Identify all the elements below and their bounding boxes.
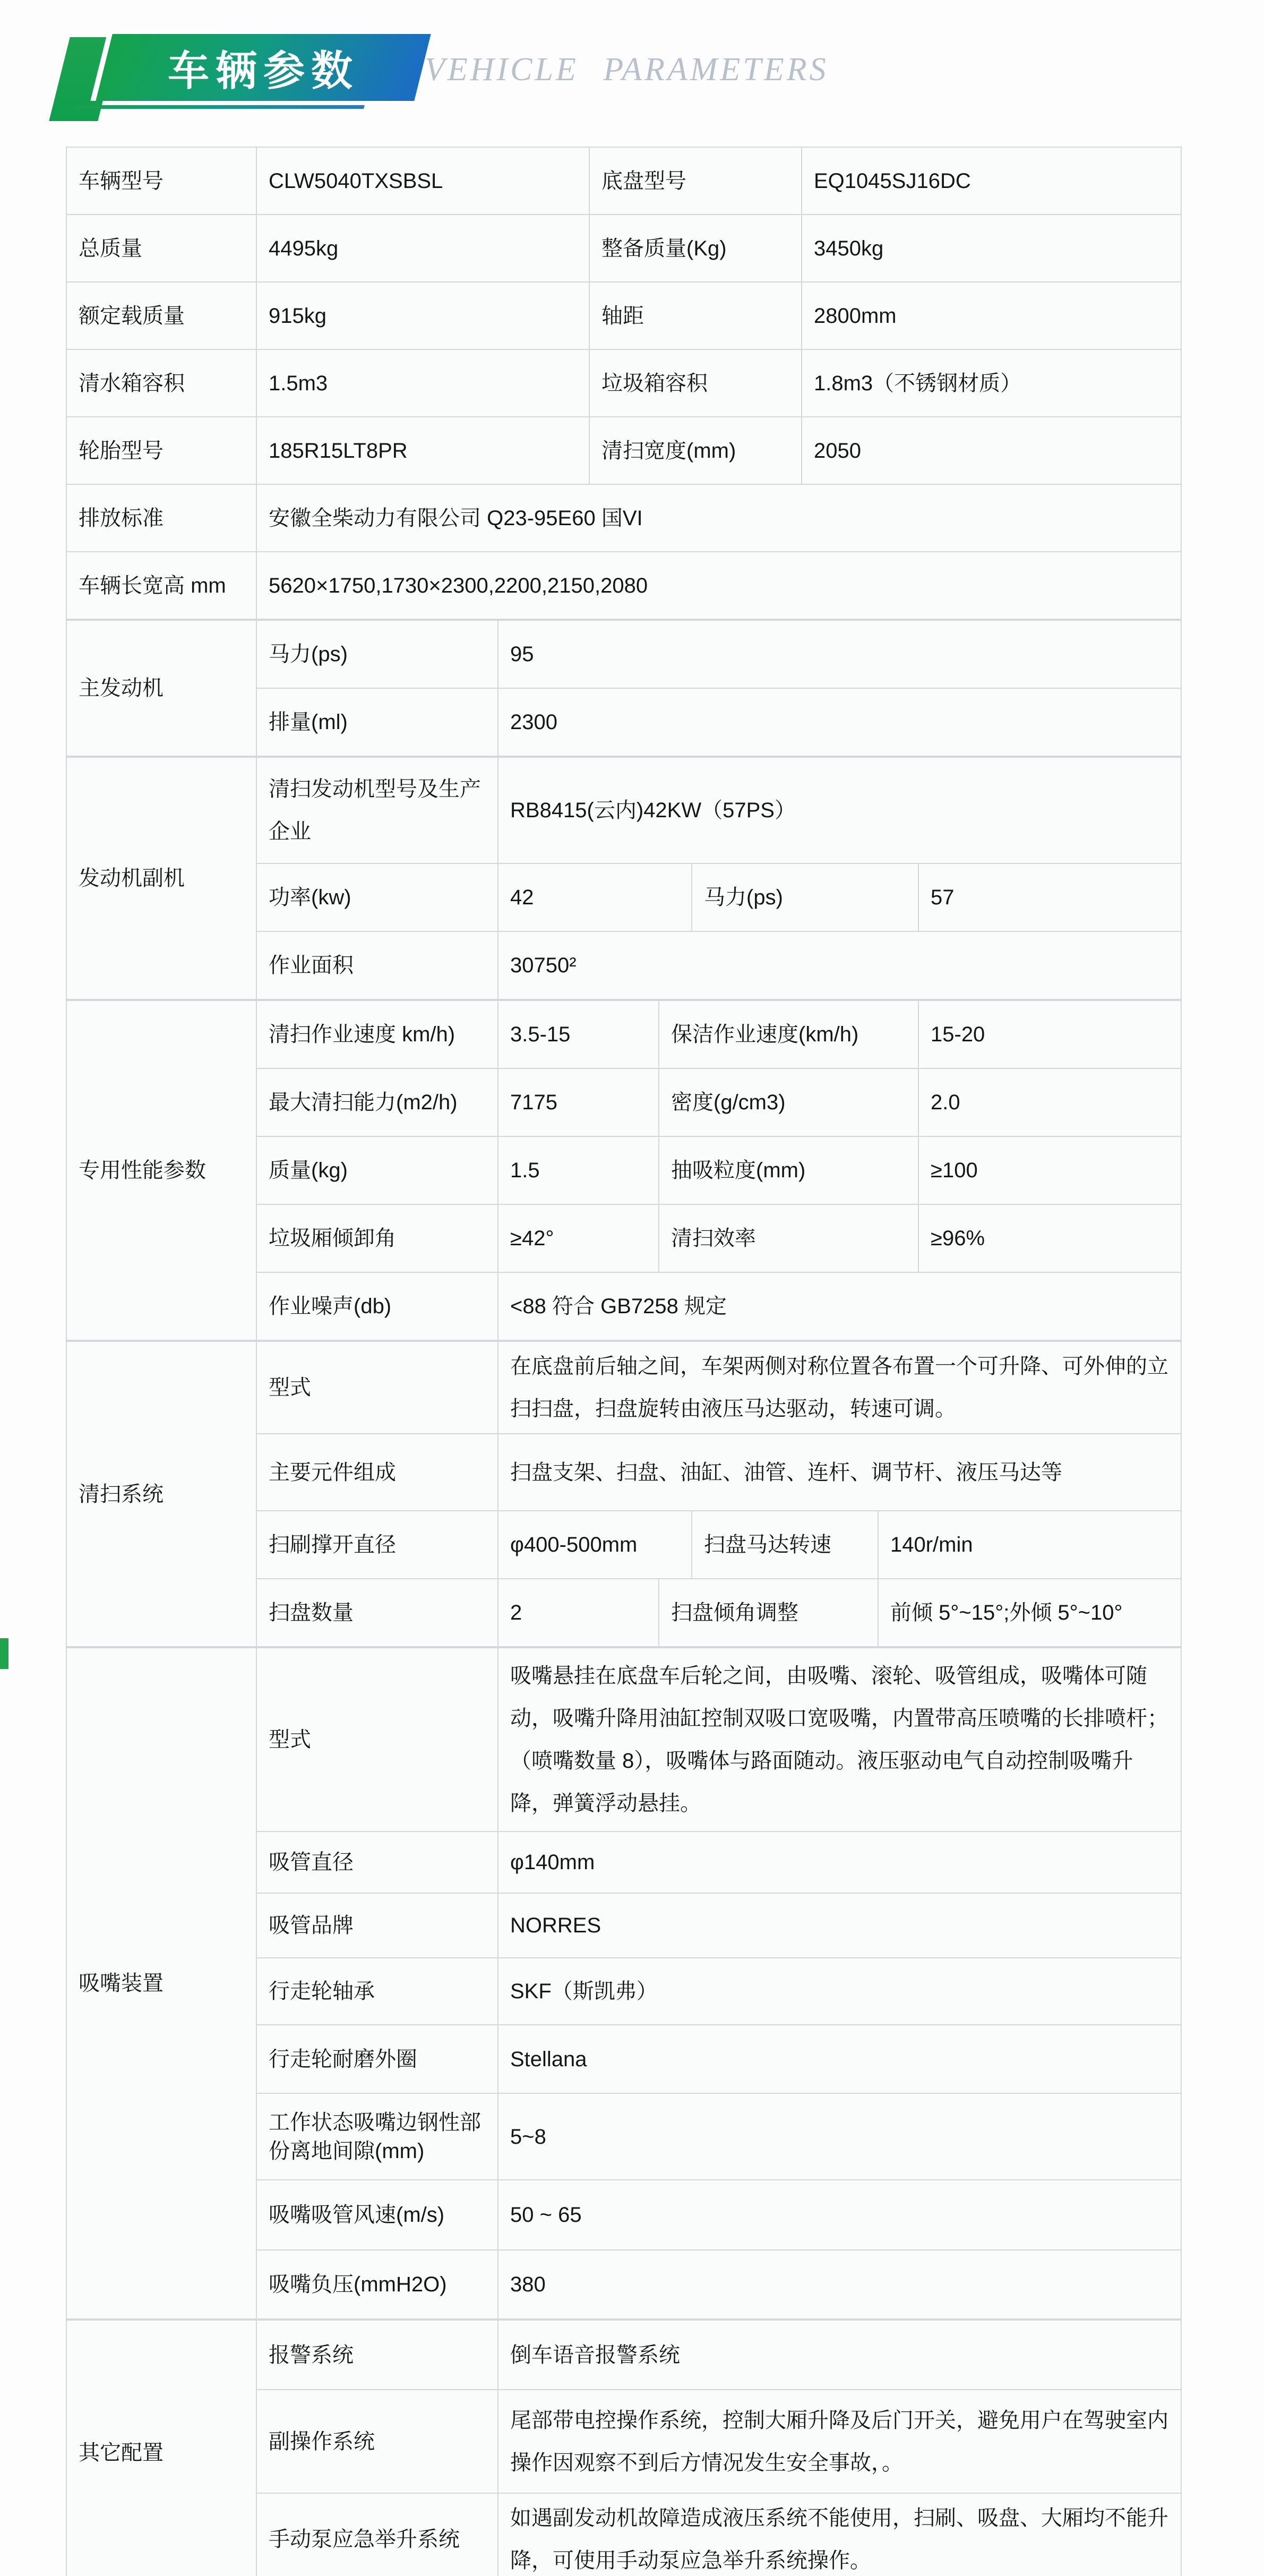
section-label: 清扫系统 [66,1341,256,1647]
spec-label: 行走轮轴承 [256,1958,498,2025]
spec-label: 清扫宽度(mm) [589,417,802,484]
spec-label: 清扫作业速度 km/h) [256,1000,498,1068]
spec-label: 排放标准 [66,484,256,552]
spec-label: 功率(kw) [256,863,498,931]
spec-label: 密度(g/cm3) [659,1068,918,1136]
other-config-table [66,2320,1182,2576]
spec-value: 5~8 [498,2093,1181,2180]
spec-value: 倒车语音报警系统 [498,2320,1181,2390]
spec-label: 额定载质量 [66,282,256,349]
spec-label: 垃圾厢倾卸角 [256,1204,498,1272]
table-row [66,147,1181,215]
spec-label: 副操作系统 [256,2390,498,2493]
spec-value: CLW5040TXSBSL [256,147,589,215]
spec-value: 2.0 [918,1068,1181,1136]
spec-label: 车辆长宽高 mm [66,552,256,619]
spec-value: 5620×1750,1730×2300,2200,2150,2080 [256,552,1181,619]
spec-label: 抽吸粒度(mm) [659,1136,918,1204]
spec-value: 如遇副发动机故障造成液压系统不能使用，扫刷、吸盘、大厢均不能升降，可使用手动泵应急举升系统操作。 [498,2493,1181,2576]
spec-value: 吸嘴悬挂在底盘车后轮之间，由吸嘴、滚轮、吸管组成，吸嘴体可随动，吸嘴升降用油缸控制双吸口宽吸嘴，内置带高压喷嘴的长排喷杆；（喷嘴数量 8），吸嘴体与路面随动。液压驱动电气自动控制吸嘴升降，弹簧浮动悬挂。 [498,1648,1181,1832]
spec-value: SKF（斯凯弗） [498,1958,1181,2025]
spec-value: 1.5m3 [256,349,589,417]
spec-value: 4495kg [256,215,589,282]
spec-label: 轮胎型号 [66,417,256,484]
spec-label: 扫盘马达转速 [692,1511,878,1579]
spec-label: 清水箱容积 [66,349,256,417]
spec-label: 手动泵应急举升系统 [256,2493,498,2576]
spec-label: 质量(kg) [256,1136,498,1204]
spec-value: 3450kg [802,215,1181,282]
spec-value: 140r/min [878,1511,1181,1579]
spec-value: 2800mm [802,282,1181,349]
spec-label: 垃圾箱容积 [589,349,802,417]
banner-underline [75,105,365,109]
spec-label: 吸管直径 [256,1832,498,1893]
spec-label: 行走轮耐磨外圈 [256,2025,498,2093]
spec-value: 15-20 [918,1000,1181,1068]
table-row [66,282,1181,349]
table-row [66,484,1181,552]
spec-value: ≥100 [918,1136,1181,1204]
table-row [66,1341,1181,1434]
spec-value: 42 [498,863,692,931]
spec-value: 50 ~ 65 [498,2180,1181,2250]
spec-label: 工作状态吸嘴边钢性部份离地间隙(mm) [256,2093,498,2180]
spec-label: 作业噪声(db) [256,1272,498,1340]
spec-value: 2 [498,1579,659,1647]
spec-value: 扫盘支架、扫盘、油缸、油管、连杆、调节杆、液压马达等 [498,1434,1181,1511]
page-title: 车辆参数 [167,47,359,94]
table-row [66,552,1181,619]
table-row [66,2320,1181,2390]
spec-label: 总质量 [66,215,256,282]
spec-label: 排量(ml) [256,688,498,756]
spec-sheet [66,147,1181,2576]
table-row [66,1000,1181,1068]
table-row [66,620,1181,688]
spec-label: 型式 [256,1341,498,1434]
spec-label: 扫盘倾角调整 [659,1579,878,1647]
spec-value: 安徽全柴动力有限公司 Q23-95E60 国VI [256,484,1181,552]
spec-value: φ140mm [498,1832,1181,1893]
spec-label: 保洁作业速度(km/h) [659,1000,918,1068]
section-label: 主发动机 [66,620,256,756]
spec-value: 185R15LT8PR [256,417,589,484]
spec-value: 2300 [498,688,1181,756]
spec-label: 底盘型号 [589,147,802,215]
table-row [66,349,1181,417]
spec-label: 最大清扫能力(m2/h) [256,1068,498,1136]
spec-value: 前倾 5°~15°;外倾 5°~10° [878,1579,1181,1647]
main-engine-table [66,620,1182,757]
spec-label: 吸管品牌 [256,1893,498,1958]
section-label: 其它配置 [66,2320,256,2576]
spec-value: ≥96% [918,1204,1181,1272]
spec-label: 型式 [256,1648,498,1832]
spec-value: <88 符合 GB7258 规定 [498,1272,1181,1340]
spec-value: 57 [918,863,1181,931]
spec-label: 吸嘴负压(mmH2O) [256,2250,498,2319]
spec-label: 整备质量(Kg) [589,215,802,282]
page-title-english: VEHICLE PARAMETERS [425,52,829,88]
page-edge-green-tab [0,1638,8,1669]
performance-table [66,1000,1182,1341]
spec-label: 扫盘数量 [256,1579,498,1647]
spec-label: 轴距 [589,282,802,349]
table-row [66,215,1181,282]
spec-label: 清扫发动机型号及生产企业 [256,757,498,863]
spec-value: Stellana [498,2025,1181,2093]
banner-title-plate [90,34,431,101]
spec-label: 主要元件组成 [256,1434,498,1511]
spec-value: 30750² [498,931,1181,999]
spec-value: 3.5-15 [498,1000,659,1068]
spec-label: 作业面积 [256,931,498,999]
basic-specs-table [66,147,1182,620]
spec-label: 报警系统 [256,2320,498,2390]
sweep-system-table [66,1341,1182,1647]
spec-label: 马力(ps) [256,620,498,688]
table-row [66,1648,1181,1832]
spec-value: 915kg [256,282,589,349]
spec-value: φ400-500mm [498,1511,692,1579]
spec-value: 380 [498,2250,1181,2319]
spec-value: 2050 [802,417,1181,484]
section-label: 专用性能参数 [66,1000,256,1340]
section-label: 吸嘴装置 [66,1648,256,2319]
section-label: 发动机副机 [66,757,256,999]
spec-value: 7175 [498,1068,659,1136]
spec-value: 尾部带电控操作系统，控制大厢升降及后门开关，避免用户在驾驶室内操作因观察不到后方情况发生安全事故，。 [498,2390,1181,2493]
page-header [0,0,1264,138]
spec-label: 车辆型号 [66,147,256,215]
suction-device-table [66,1647,1182,2320]
spec-value: ≥42° [498,1204,659,1272]
spec-value: NORRES [498,1893,1181,1958]
spec-label: 马力(ps) [692,863,918,931]
spec-value: 在底盘前后轴之间，车架两侧对称位置各布置一个可升降、可外伸的立扫扫盘，扫盘旋转由液压马达驱动，转速可调。 [498,1341,1181,1434]
spec-value: 1.5 [498,1136,659,1204]
table-row [66,417,1181,484]
spec-label: 吸嘴吸管风速(m/s) [256,2180,498,2250]
spec-label: 清扫效率 [659,1204,918,1272]
spec-value: 95 [498,620,1181,688]
spec-label: 扫刷撑开直径 [256,1511,498,1579]
aux-engine-table [66,757,1182,1000]
table-row [66,757,1181,863]
spec-value: RB8415(云内)42KW（57PS） [498,757,1181,863]
spec-value: EQ1045SJ16DC [802,147,1181,215]
spec-value: 1.8m3（不锈钢材质） [802,349,1181,417]
